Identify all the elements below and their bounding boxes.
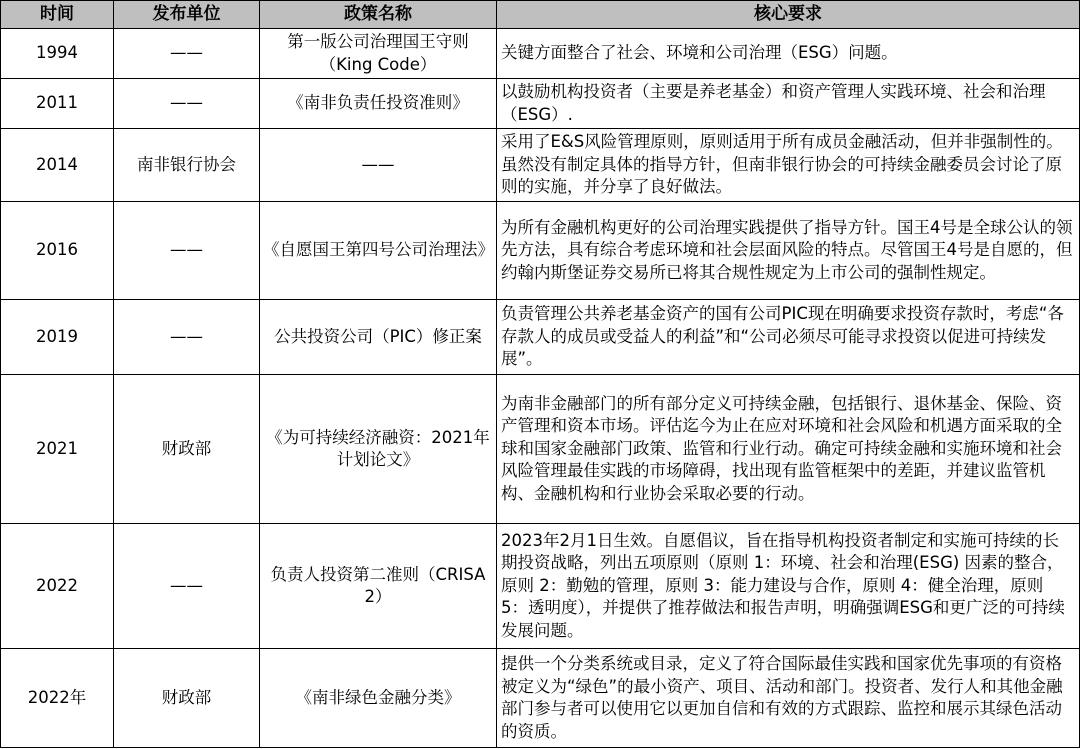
table-row bbox=[1, 29, 1080, 79]
cell-year: 1994 bbox=[1, 29, 114, 79]
cell-year: 2021 bbox=[1, 375, 114, 524]
header-requirements: 核心要求 bbox=[497, 1, 1080, 29]
cell-publisher: 财政部 bbox=[114, 649, 260, 748]
table-row bbox=[1, 79, 1080, 129]
cell-year: 2019 bbox=[1, 300, 114, 375]
cell-year: 2011 bbox=[1, 79, 114, 129]
cell-publisher: —— bbox=[114, 524, 260, 649]
cell-policy: 第一版公司治理国王守则（King Code） bbox=[260, 29, 497, 79]
table-header-row bbox=[1, 1, 1080, 29]
cell-publisher: 南非银行协会 bbox=[114, 129, 260, 202]
cell-requirements: 为南非金融部门的所有部分定义可持续金融，包括银行、退休基金、保险、资产管理和资本市场。评估迄今为止在应对环境和社会风险和机遇方面采取的全球和国家金融部门政策、监管和行业行动。确定可持续金融和实施环境和社会风险管理最佳实践的市场障碍，找出现有监管框架中的差距，并建议监管机构、金融机构和行业协会采取必要的行动。 bbox=[497, 375, 1080, 524]
cell-policy: 《自愿国王第四号公司治理法》 bbox=[260, 202, 497, 300]
cell-year: 2014 bbox=[1, 129, 114, 202]
cell-year: 2016 bbox=[1, 202, 114, 300]
cell-requirements: 采用了E&S风险管理原则，原则适用于所有成员金融活动，但并非强制性的。虽然没有制定具体的指导方针，但南非银行协会的可持续金融委员会讨论了原则的实施，并分享了良好做法。 bbox=[497, 129, 1080, 202]
cell-publisher: —— bbox=[114, 202, 260, 300]
cell-year: 2022年 bbox=[1, 649, 114, 748]
table-row bbox=[1, 202, 1080, 300]
cell-requirements: 关键方面整合了社会、环境和公司治理（ESG）问题。 bbox=[497, 29, 1080, 79]
cell-publisher: —— bbox=[114, 300, 260, 375]
header-publisher: 发布单位 bbox=[114, 1, 260, 29]
cell-requirements: 提供一个分类系统或目录，定义了符合国际最佳实践和国家优先事项的有资格被定义为“绿色”的最小资产、项目、活动和部门。投资者、发行人和其他金融部门参与者可以使用它以更加自信和有效的方式跟踪、监控和展示其绿色活动的资质。 bbox=[497, 649, 1080, 748]
cell-publisher: —— bbox=[114, 29, 260, 79]
cell-policy: 负责人投资第二准则（CRISA 2） bbox=[260, 524, 497, 649]
header-year: 时间 bbox=[1, 1, 114, 29]
table-row bbox=[1, 524, 1080, 649]
table-row bbox=[1, 649, 1080, 748]
cell-policy: 公共投资公司（PIC）修正案 bbox=[260, 300, 497, 375]
table-row bbox=[1, 375, 1080, 524]
table-row bbox=[1, 129, 1080, 202]
table-row bbox=[1, 300, 1080, 375]
cell-year: 2022 bbox=[1, 524, 114, 649]
header-policy: 政策名称 bbox=[260, 1, 497, 29]
cell-policy: 《南非负责任投资准则》 bbox=[260, 79, 497, 129]
cell-requirements: 2023年2月1日生效。自愿倡议，旨在指导机构投资者制定和实施可持续的长期投资战略，列出五项原则（原则 1：环境、社会和治理(ESG) 因素的整合，原则 2：勤勉的管理，原则 3：能力建设与合作，原则 4：健全治理，原则 5：透明度），并提供了推荐做法和报告声明，明确强调ESG和更广泛的可持续发展问题。 bbox=[497, 524, 1080, 649]
cell-requirements: 为所有金融机构更好的公司治理实践提供了指导方针。国王4号是全球公认的领先方法，具有综合考虑环境和社会层面风险的特点。尽管国王4号是自愿的，但约翰内斯堡证券交易所已将其合规性规定为上市公司的强制性规定。 bbox=[497, 202, 1080, 300]
cell-requirements: 负责管理公共养老基金资产的国有公司PIC现在明确要求投资存款时，考虑“各存款人的成员或受益人的利益”和“公司必须尽可能寻求投资以促进可持续发展”。 bbox=[497, 300, 1080, 375]
cell-requirements: 以鼓励机构投资者（主要是养老基金）和资产管理人实践环境、社会和治理（ESG）. bbox=[497, 79, 1080, 129]
cell-publisher: 财政部 bbox=[114, 375, 260, 524]
cell-policy: 《为可持续经济融资：2021年计划论文》 bbox=[260, 375, 497, 524]
cell-publisher: —— bbox=[114, 79, 260, 129]
cell-policy: 《南非绿色金融分类》 bbox=[260, 649, 497, 748]
cell-policy: —— bbox=[260, 129, 497, 202]
